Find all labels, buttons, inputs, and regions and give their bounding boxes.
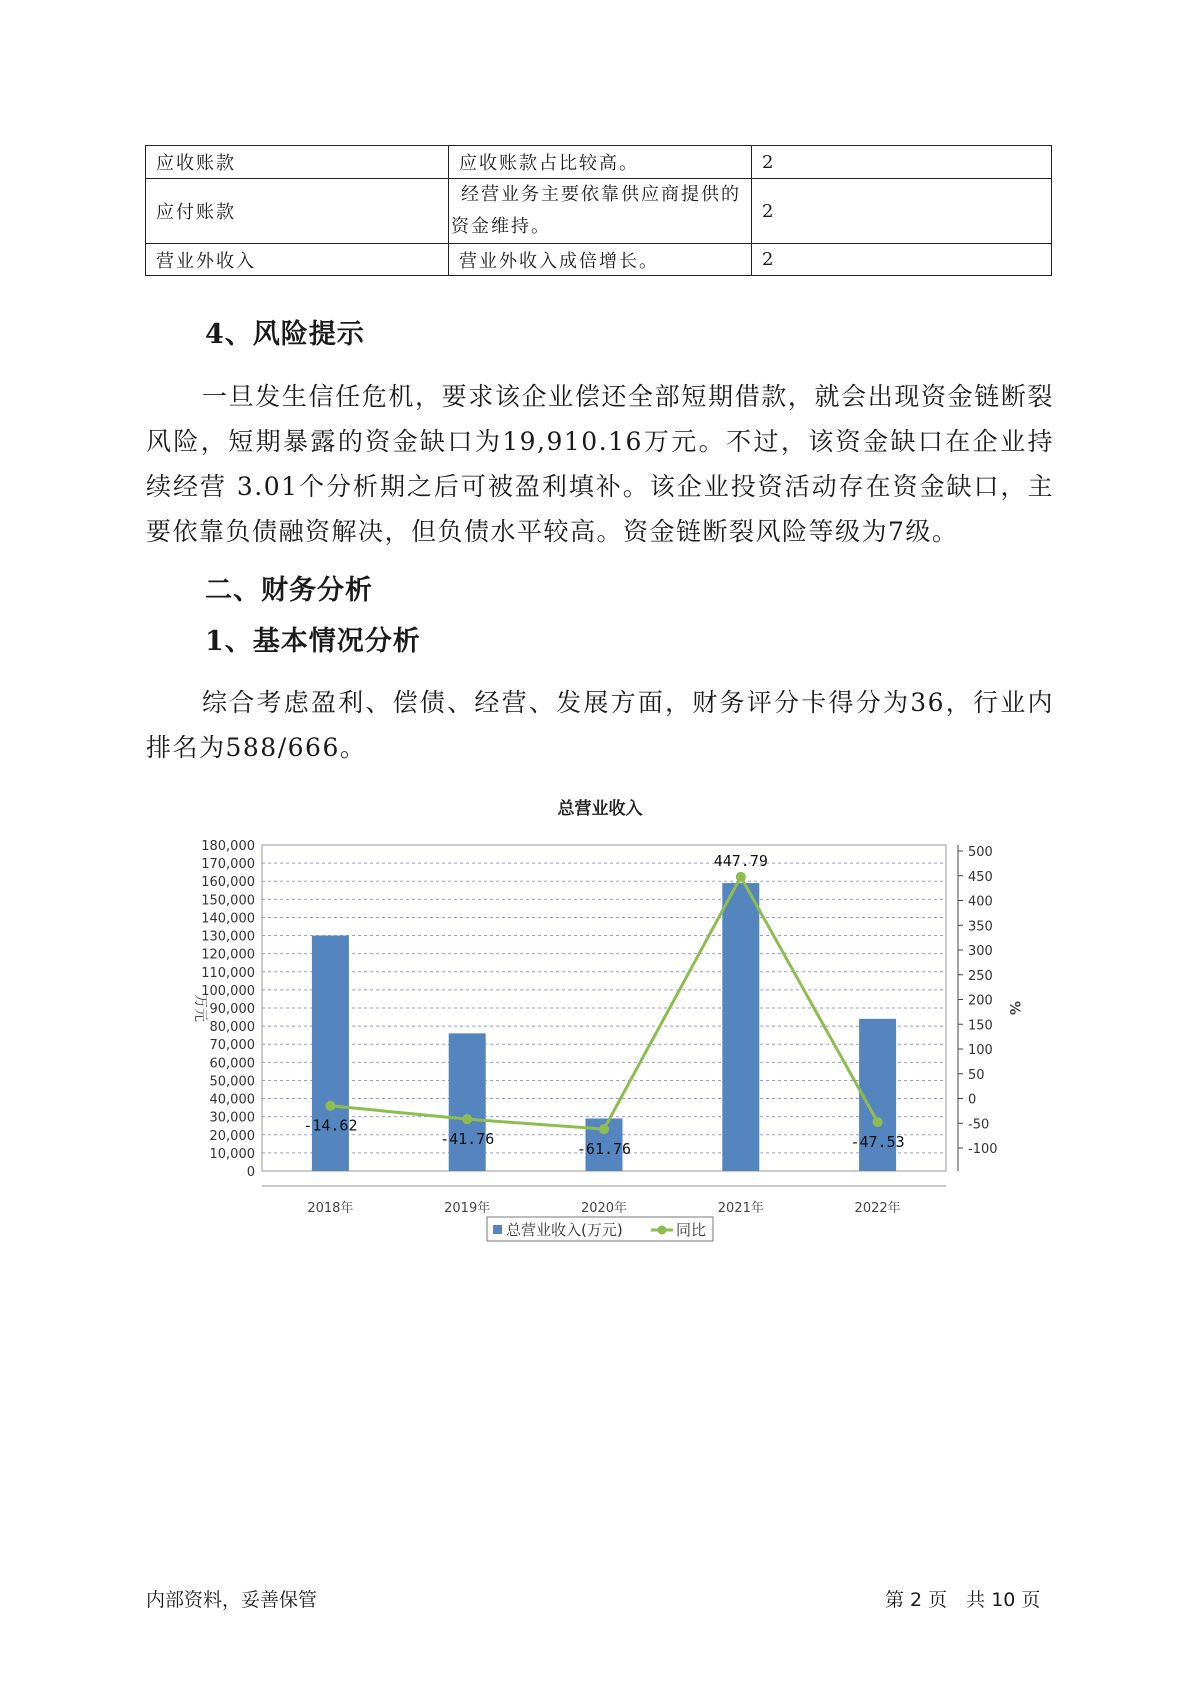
legend-line-label: 同比	[676, 1221, 707, 1239]
left-axis-ticks	[201, 839, 255, 1180]
table-cell-item: 应收账款	[146, 146, 449, 179]
table-cell-desc	[449, 179, 752, 244]
section-heading-finance: 二、财务分析	[205, 575, 373, 606]
y2-tick-label: 100	[968, 1043, 993, 1058]
chart-legend	[487, 1217, 713, 1241]
data-label: 447.79	[713, 851, 768, 870]
y-tick-label: 50,000	[209, 1074, 255, 1090]
x-tick-label: 2020年	[580, 1201, 628, 1216]
y2-tick-label: 250	[968, 968, 993, 984]
y-tick-label: 0	[246, 1165, 255, 1180]
line-point	[873, 1117, 883, 1127]
paragraph-basic: 综合考虑盈利、偿债、经营、发展方面，财务评分卡得分为36，行业内排名为588/666。	[146, 688, 1054, 762]
y-tick-label: 150,000	[201, 893, 255, 909]
table-cell-desc-line1: 经营业务主要依靠供应商提供的	[461, 184, 741, 205]
y-tick-label: 110,000	[201, 965, 255, 981]
y-tick-label: 40,000	[209, 1092, 255, 1108]
y2-tick-label: 300	[968, 944, 993, 959]
y-tick-label: 90,000	[209, 1002, 255, 1017]
right-axis-ticks	[958, 845, 998, 1157]
y2-tick-label: 350	[968, 919, 993, 935]
y-tick-label: 60,000	[209, 1056, 255, 1072]
y2-tick-label: 500	[968, 845, 993, 860]
paragraph-risk: 一旦发生信任危机，要求该企业偿还全部短期借款，就会出现资金链断裂风险，短期暴露的资金缺口为19,910.16万元。不过，该资金缺口在企业持续经营 3.01个分析期之后可被盈利填补。该企业投资活动存在资金缺口，主要依靠负债融资解决，但负债水平较高。资金链断裂风险等级为7级。	[146, 382, 1054, 546]
y-tick-label: 80,000	[209, 1020, 255, 1036]
table-row	[146, 146, 1052, 179]
footer-note: 内部资料，妥善保管	[146, 1589, 318, 1611]
table-cell-score: 2	[752, 146, 1052, 179]
section-heading-basic: 1、基本情况分析	[205, 626, 421, 657]
x-tick-label: 2022年	[854, 1201, 901, 1216]
y-tick-label: 140,000	[201, 911, 255, 927]
page-number: 第 2 页 共 10 页	[885, 1589, 1041, 1611]
table-cell-desc: 营业外收入成倍增长。	[449, 244, 752, 276]
y2-tick-label: 50	[968, 1067, 985, 1083]
legend-bar-label: 总营业收入(万元)	[506, 1221, 623, 1239]
y-tick-label: 130,000	[201, 929, 255, 945]
table-cell-desc: 应收账款占比较高。	[449, 146, 752, 179]
line-point	[325, 1101, 335, 1111]
data-label: -47.53	[850, 1133, 905, 1152]
bar	[722, 883, 759, 1171]
y-tick-label: 170,000	[201, 857, 255, 873]
x-axis-labels	[307, 1200, 900, 1216]
table-row	[146, 179, 1052, 244]
legend-bar-swatch	[493, 1225, 502, 1234]
y2-tick-label: 450	[968, 869, 993, 885]
y2-tick-label: -50	[968, 1117, 990, 1133]
data-label: -61.76	[576, 1140, 632, 1159]
y2-tick-label: 150	[968, 1018, 993, 1034]
y-tick-label: 30,000	[209, 1110, 255, 1126]
y2-axis-label: %	[1006, 1000, 1022, 1016]
line-series	[303, 852, 904, 1158]
y2-tick-label: 0	[968, 1092, 977, 1108]
table-row	[146, 244, 1052, 276]
risk-table	[145, 145, 1052, 276]
table-cell-desc-line2: 资金维持。	[451, 216, 551, 237]
legend-line-marker	[658, 1226, 667, 1235]
revenue-chart	[0, 780, 1191, 1250]
bar	[449, 1033, 486, 1171]
x-tick-label: 2021年	[717, 1201, 764, 1216]
x-tick-label: 2019年	[444, 1201, 491, 1216]
y-tick-label: 10,000	[209, 1146, 255, 1162]
y-tick-label: 120,000	[201, 947, 255, 963]
y-tick-label: 20,000	[209, 1128, 255, 1144]
line-path	[330, 877, 877, 1129]
y-tick-label: 70,000	[209, 1038, 255, 1054]
y-tick-label: 180,000	[201, 839, 255, 854]
data-label: -14.62	[303, 1116, 358, 1135]
data-label: -41.76	[440, 1130, 495, 1149]
y-tick-label: 100,000	[201, 983, 255, 999]
table-cell-item: 营业外收入	[146, 244, 449, 276]
bar	[312, 936, 349, 1171]
line-point	[599, 1124, 609, 1134]
y2-tick-label: 400	[968, 894, 993, 910]
y2-tick-label: -100	[968, 1142, 998, 1157]
y-axis-label: 万元	[192, 994, 208, 1022]
chart-title: 总营业收入	[557, 799, 643, 819]
x-tick-label: 2018年	[307, 1201, 354, 1216]
line-point	[462, 1114, 472, 1124]
table-cell-score: 2	[752, 179, 1052, 244]
y2-tick-label: 200	[968, 993, 993, 1009]
y-tick-label: 160,000	[201, 875, 255, 891]
table-cell-score: 2	[752, 244, 1052, 276]
line-point	[736, 872, 746, 882]
section-heading-risk: 4、风险提示	[205, 319, 365, 350]
table-cell-item: 应付账款	[146, 179, 449, 244]
